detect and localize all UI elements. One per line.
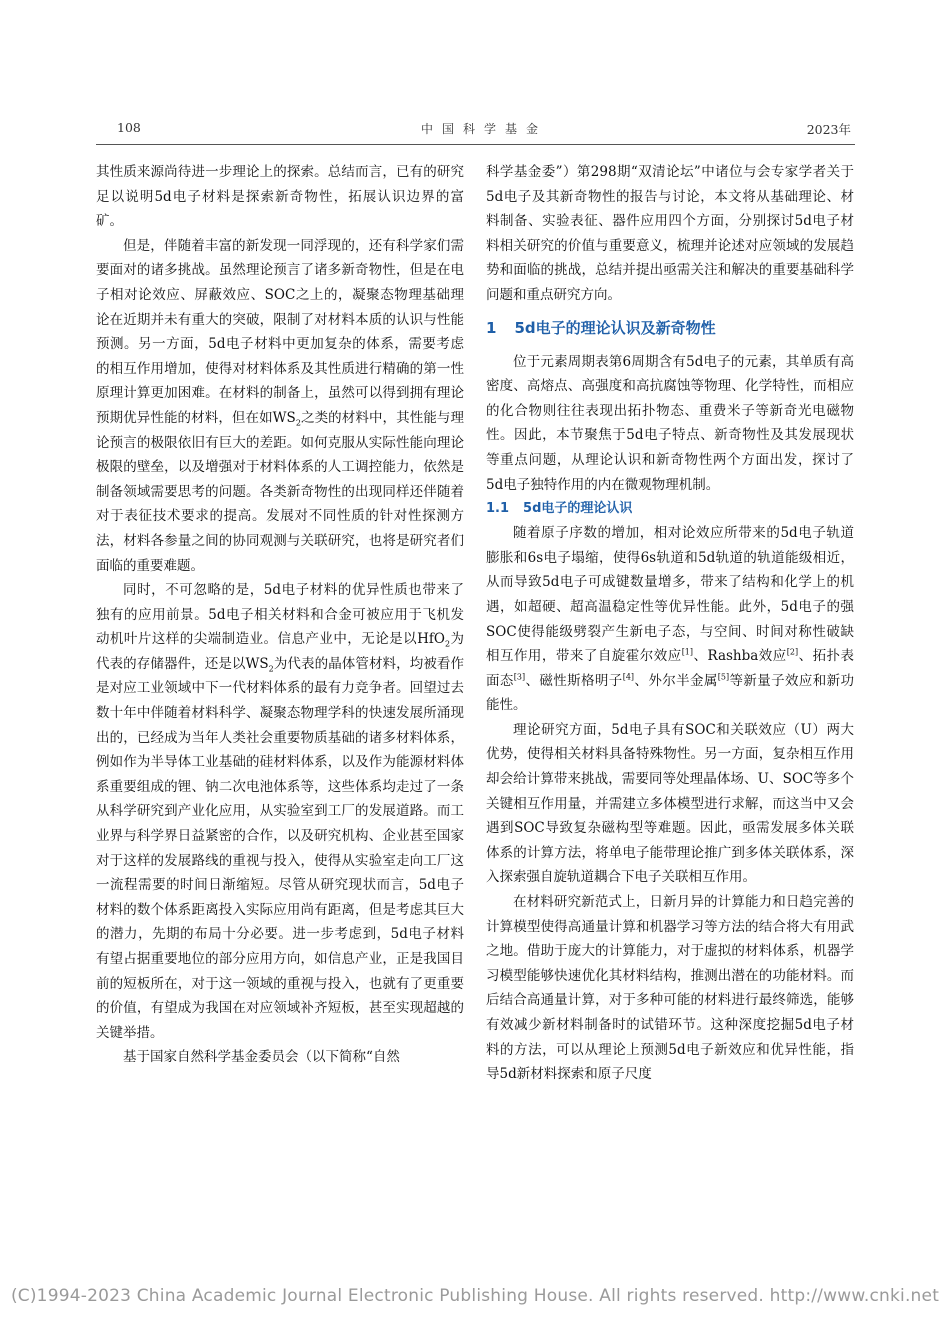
publication-year: 2023年 <box>806 122 851 137</box>
section-title: 5d电子的理论认识及新奇物性 <box>514 318 716 337</box>
paragraph: 随着原子序数的增加，相对论效应所带来的5d电子轨道膨胀和6s电子塌缩，使得6s轨道和5d轨道的轨道能级相近，从而导致5d电子可成键数量增多，带来了结构和化学上的机遇，如超硬、超高温稳定性等优异性能。此外，5d电子的强SOC使得能级劈裂产生新电子态，与空间、时间对称性破缺相互作用，带来了自旋霍尔效应[1]、Rashba效应[2]、拓扑表面态[3]、磁性斯格明子[4]、外尔半金属[5]等新量子效应和新功能性。 <box>486 525 855 714</box>
left-column <box>96 160 464 1070</box>
subsection-heading <box>486 497 854 521</box>
paragraph: 在材料研究新范式上，日新月异的计算能力和日趋完善的计算模型使得高通量计算和机器学习等方法的结合将大有用武之地。借助于庞大的计算能力，对于虚拟的材料体系，机器学习模型能够快速优化其材料结构，推测出潜在的功能材料。而后结合高通量计算，对于多种可能的材料进行最终筛选，能够有效减少新材料制备时的试错环节。这种深度挖掘5d电子材料的方法，可以从理论上预测5d电子新效应和优异性能，指导5d新材料探索和原子尺度 <box>486 894 854 1083</box>
citation: [5] <box>717 672 730 682</box>
running-header <box>117 120 851 142</box>
paragraph: 但是，伴随着丰富的新发现一同浮现的，还有科学家们需要面对的诸多挑战。虽然理论预言了诸多新奇物性，但是在电子相对论效应、屏蔽效应、SOC之上的，凝聚态物理基础理论在近期并未有重大的突破，限制了对材料本质的认识与性能预测。另一方面，5d电子材料中更加复杂的体系，需要考虑的相互作用增加，使得对材料体系及其性质进行精确的第一性原理计算更加困难。在材料的制备上，虽然可以得到拥有理论预期优异性能的材料，但在如$WS_2$之类的材料中，其性能与理论预言的极限依旧有巨大的差距。如何克服从实际性能向理论极限的壁垒，以及增强对于材料体系的人工调控能力，依然是制备领域需要思考的问题。各类新奇物性的出现同样还伴随着对于表征技术要求的提高。发展对不同性质的针对性探测方法，材料各参量之间的协同观测与关联研究，也将是研究者们面临的重要难题。 <box>96 237 465 574</box>
copyright-watermark: (C)1994-2023 China Academic Journal Electronic Publishing House. All rights reserved. http://www.cnki.net <box>10 1286 940 1306</box>
paragraph: 位于元素周期表第6周期含有5d电子的元素，其单质有高密度、高熔点、高强度和高抗腐蚀等物理、化学特性，而相应的化合物则往往表现出拓扑物态、重费米子等新奇光电磁物性。因此，本节聚焦于5d电子特点、新奇物性及其发展现状等重点问题，从理论认识和新奇物性两个方面出发，探讨了5d电子独特作用的内在微观物理机制。 <box>486 353 854 493</box>
subsection-title: 5d电子的理论认识 <box>523 501 633 517</box>
journal-name: 中国科学基金 <box>420 122 547 136</box>
subsection-number: 1.1 <box>486 501 510 517</box>
citation: [1] <box>681 647 694 657</box>
paragraph: 科学基金委”）第298期“双清论坛”中诸位与会专家学者关于5d电子及其新奇物性的报告与讨论，本文将从基础理论、材料制备、实验表征、器件应用四个方面，分别探讨5d电子材料相关研究的价值与重要意义，梳理并论述对应领域的发展趋势和面临的挑战，总结并提出亟需关注和解决的重要基础科学问题和重点研究方向。 <box>486 164 854 303</box>
paragraph: 基于国家自然科学基金委员会（以下简称“自然 <box>123 1049 400 1066</box>
section-number: 1 <box>486 318 497 337</box>
header-rule <box>96 144 855 145</box>
paragraph: 其性质来源尚待进一步理论上的探索。总结而言，已有的研究足以说明5d电子材料是探索新奇物性，拓展认识边界的富矿。 <box>96 164 464 230</box>
right-column <box>486 160 854 1087</box>
paragraph: 理论研究方面，5d电子具有SOC和关联效应（U）两大优势，使得相关材料具备特殊物性。另一方面，复杂相互作用却会给计算带来挑战，需要同等处理晶体场、U、SOC等多个关键相互作用量，并需建立多体模型进行求解，而这当中又会遇到SOC导致复杂磁构型等难题。因此，亟需发展多体关联体系的计算方法，将单电子能带理论推广到多体关联体系，深入探索强自旋轨道耦合下电子关联相互作用。 <box>486 721 854 886</box>
page-number: 108 <box>117 120 141 135</box>
citation: [2] <box>786 647 799 657</box>
paragraph: 同时，不可忽略的是，5d电子材料的优异性质也带来了独有的应用前景。5d电子相关材料和合金可被应用于飞机发动机叶片这样的尖端制造业。信息产业中，无论是以HfO$_2$为代表的存储器件，还是以$WS_2$为代表的晶体管材料，均被看作是对应工业领域中下一代材料体系的最有力竞争者。回望过去数十年中伴随着材料科学、凝聚态物理学科的快速发展所涌现出的，已经成为当年人类社会重要物质基础的诸多材料体系，例如作为半导体工业基础的硅材料体系，以及作为能源材料体系重要组成的锂、钠二次电池体系等，这些体系均走过了一条从科学研究到产业化应用，从实验室到工厂的发展道路。而工业界与科学界日益紧密的合作，以及研究机构、企业甚至国家对于这样的发展路线的重视与投入，使得从实验室走向工厂这一流程需要的时间日渐缩短。尽管从研究现状而言，5d电子材料的数个体系距离投入实际应用尚有距离，但是考虑其巨大的潜力，先期的布局十分必要。进一步考虑到，5d电子材料有望占据重要地位的部分应用方向，如信息产业，正是我国目前的短板所在，对于这一领域的重视与投入，也就有了更重要的价值，有望成为我国在对应领域补齐短板，甚至实现超越的关键举措。 <box>96 582 465 1041</box>
citation: [3] <box>513 672 526 682</box>
citation: [4] <box>622 672 635 682</box>
section-heading <box>486 316 854 340</box>
